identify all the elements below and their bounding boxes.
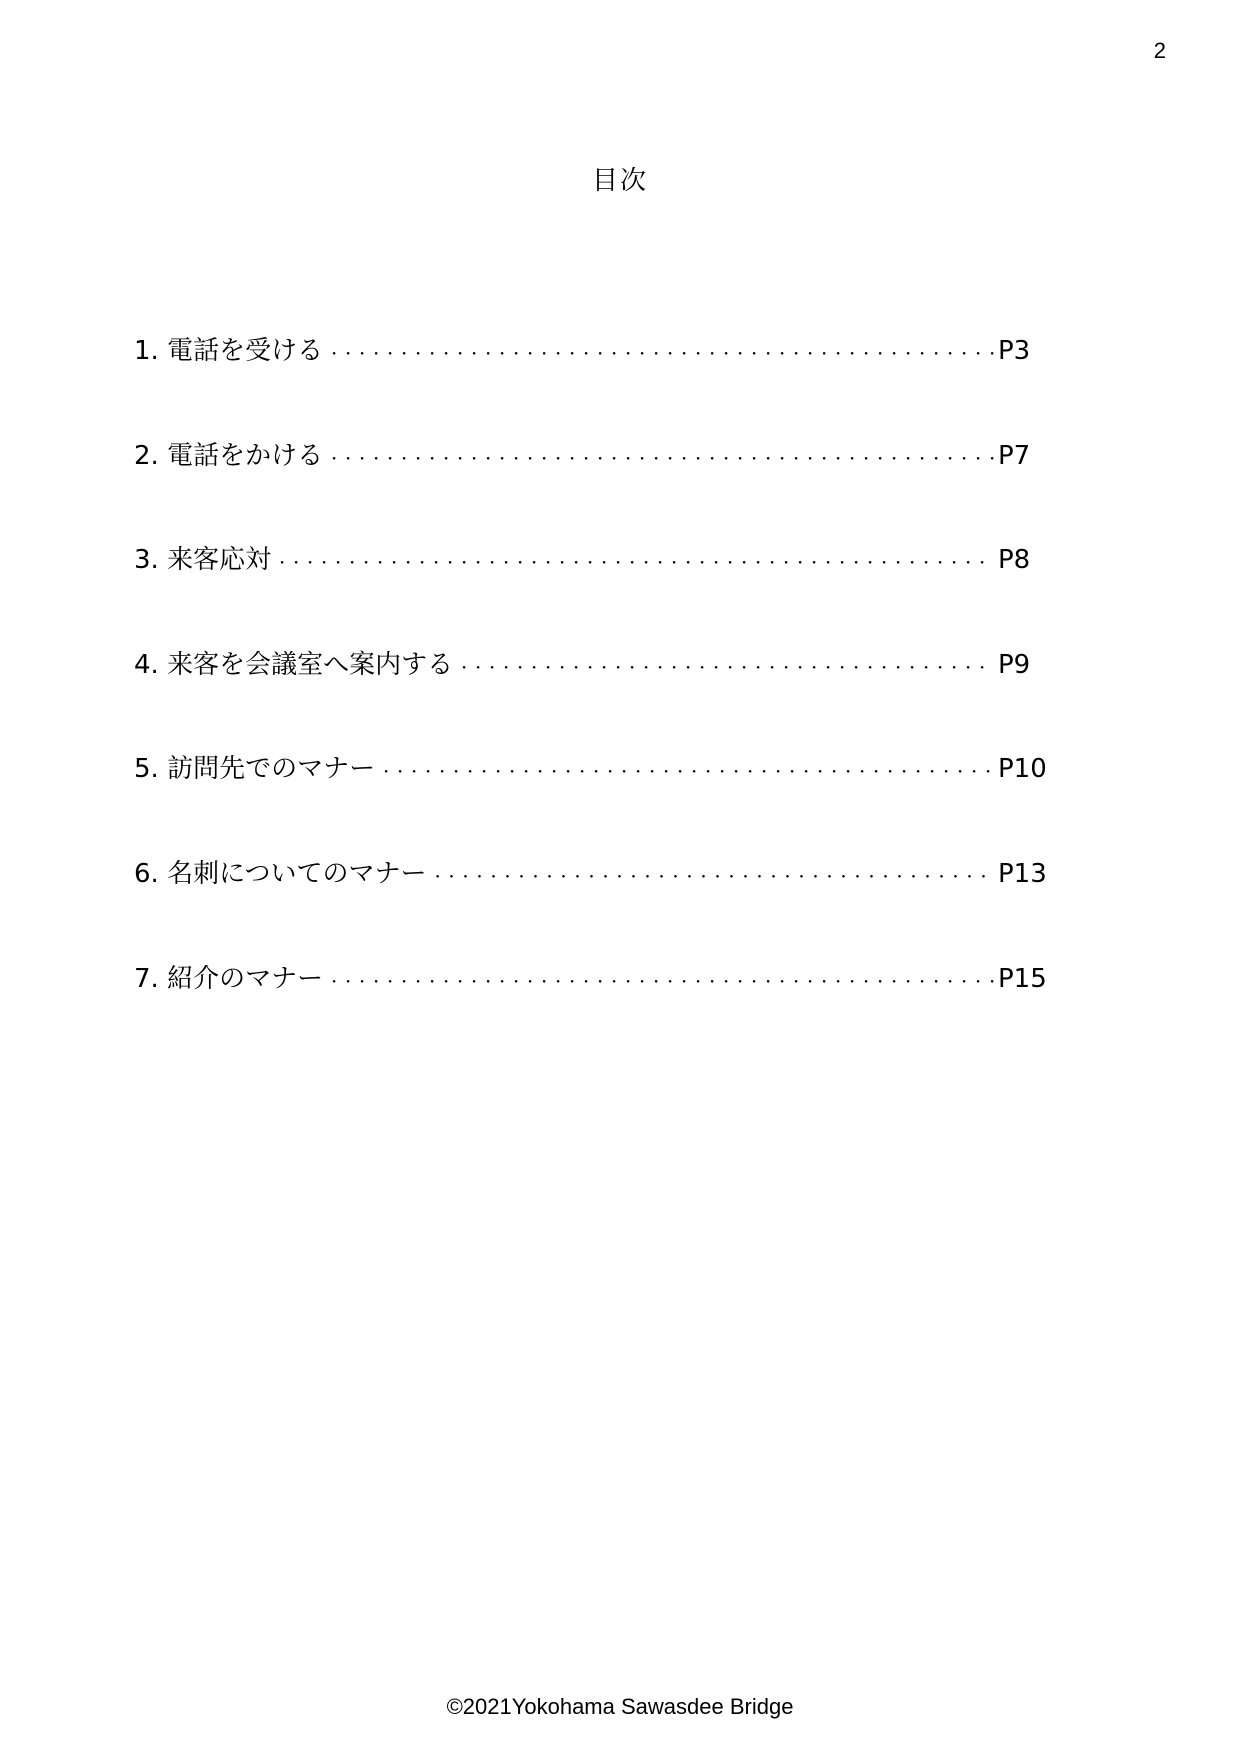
copyright-footer: ©2021Yokohama Sawasdee Bridge: [446, 1694, 794, 1719]
toc-entry-4: [134, 644, 1054, 749]
toc-entry-6: [134, 853, 1054, 958]
dot-leader: [431, 859, 994, 889]
toc-entry-5: [134, 748, 1054, 853]
toc-entry-label: 1. 電話を受ける: [134, 336, 324, 366]
dot-leader: [275, 545, 994, 575]
toc-entry-label: 5. 訪問先でのマナー: [134, 754, 376, 785]
page-number: 2: [1153, 38, 1166, 63]
toc-entry-1: [134, 330, 1054, 435]
toc-entry-3: [134, 539, 1054, 644]
toc-entry-page: P3: [998, 336, 1031, 366]
toc-entry-7: [134, 958, 1054, 1063]
dot-leader: [327, 441, 994, 471]
page-title: 目次: [591, 166, 648, 196]
toc-entry-label: 3. 来客応対: [134, 545, 272, 576]
toc-entry-page: P9: [998, 649, 1031, 680]
dot-leader: [457, 650, 994, 680]
toc-entry-label: 4. 来客を会議室へ案内する: [134, 649, 454, 680]
dot-leader: [327, 964, 994, 994]
toc-entry-page: P15: [998, 963, 1047, 994]
table-of-contents: [134, 330, 1054, 1062]
toc-entry-label: 2. 電話をかける: [134, 440, 324, 471]
toc-entry-page: P13: [998, 858, 1047, 889]
toc-entry-page: P10: [998, 754, 1047, 785]
toc-entry-page: P8: [998, 545, 1031, 576]
dot-leader: [327, 336, 994, 366]
toc-entry-label: 6. 名刺についてのマナー: [134, 858, 427, 889]
toc-entry-label: 7. 紹介のマナー: [134, 963, 324, 994]
toc-entry-2: [134, 435, 1054, 540]
toc-entry-page: P7: [998, 440, 1031, 471]
dot-leader: [379, 754, 994, 784]
